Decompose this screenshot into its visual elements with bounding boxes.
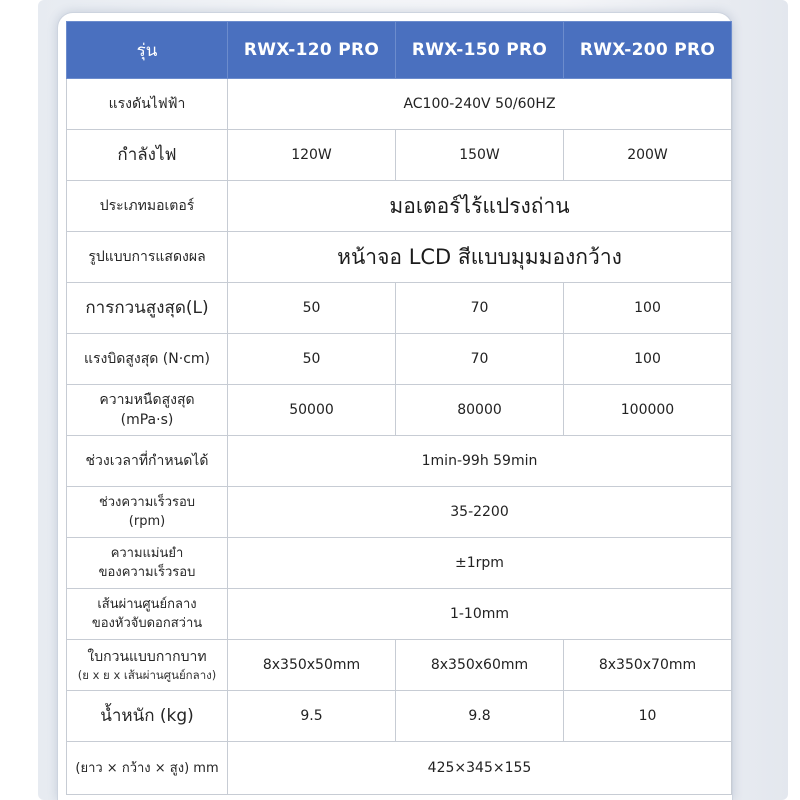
row-label-speed-accuracy-line2: ของความเร็วรอบ (98, 565, 196, 580)
table-row-speed-accuracy (67, 538, 732, 589)
power-value-rwx-120: 120W (228, 130, 396, 181)
table-row-chuck-diameter (67, 589, 732, 640)
row-label-speed-range-line1: ช่วงความเร็วรอบ (98, 495, 196, 510)
row-label-power: กำลังไฟ (67, 130, 228, 181)
table-row-voltage (67, 79, 732, 130)
row-label-timer: ช่วงเวลาที่กำหนดได้ (67, 436, 228, 487)
weight-rwx-120: 9.5 (228, 691, 396, 742)
table-row-dimensions (67, 742, 732, 795)
row-label-motor-type: ประเภทมอเตอร์ (67, 181, 228, 232)
table-row-weight (67, 691, 732, 742)
max-viscosity-rwx-120: 50000 (228, 385, 396, 436)
table-row-display (67, 232, 732, 283)
cross-paddle-rwx-150: 8x350x60mm (396, 640, 564, 691)
max-viscosity-rwx-150: 80000 (396, 385, 564, 436)
header-model-rwx-150: RWX-150 PRO (396, 22, 564, 79)
row-label-weight: น้ำหนัก (kg) (67, 691, 228, 742)
row-label-max-stirring: การกวนสูงสุด(L) (67, 283, 228, 334)
table-row-timer (67, 436, 732, 487)
row-label-speed-accuracy (67, 538, 228, 589)
display-value: หน้าจอ LCD สีแบบมุมมองกว้าง (228, 232, 732, 283)
header-model-rwx-120: RWX-120 PRO (228, 22, 396, 79)
weight-rwx-200: 10 (564, 691, 732, 742)
row-label-max-viscosity (67, 385, 228, 436)
voltage-value: AC100-240V 50/60HZ (228, 79, 732, 130)
row-label-dimensions: (ยาว × กว้าง × สูง) mm (67, 742, 228, 795)
max-torque-rwx-120: 50 (228, 334, 396, 385)
row-label-chuck-diameter-line2: ของหัวจับดอกสว่าน (91, 616, 203, 631)
header-row (67, 22, 732, 79)
table-row-speed-range (67, 487, 732, 538)
speed-accuracy-value: ±1rpm (228, 538, 732, 589)
power-value-rwx-200: 200W (564, 130, 732, 181)
row-label-cross-paddle-line2: (ย x ย x เส้นผ่านศูนย์กลาง) (77, 668, 217, 682)
max-torque-rwx-150: 70 (396, 334, 564, 385)
speed-range-value: 35-2200 (228, 487, 732, 538)
table-row-power (67, 130, 732, 181)
table-row-motor-type (67, 181, 732, 232)
dimensions-value: 425×345×155 (228, 742, 732, 795)
timer-value: 1min-99h 59min (228, 436, 732, 487)
row-label-chuck-diameter (67, 589, 228, 640)
row-label-display: รูปแบบการแสดงผล (67, 232, 228, 283)
row-label-voltage: แรงดันไฟฟ้า (67, 79, 228, 130)
max-viscosity-rwx-200: 100000 (564, 385, 732, 436)
header-model-rwx-200: RWX-200 PRO (564, 22, 732, 79)
row-label-chuck-diameter-line1: เส้นผ่านศูนย์กลาง (97, 597, 197, 612)
motor-type-value: มอเตอร์ไร้แปรงถ่าน (228, 181, 732, 232)
table-row-max-viscosity (67, 385, 732, 436)
max-stirring-rwx-150: 70 (396, 283, 564, 334)
row-label-max-viscosity-line1: ความหนืดสูงสุด (99, 392, 195, 408)
row-label-cross-paddle (67, 640, 228, 691)
table-row-max-stirring (67, 283, 732, 334)
cross-paddle-rwx-200: 8x350x70mm (564, 640, 732, 691)
chuck-diameter-value: 1-10mm (228, 589, 732, 640)
row-label-max-viscosity-line2: (mPa·s) (120, 412, 174, 428)
row-label-max-torque: แรงบิดสูงสุด (N·cm) (67, 334, 228, 385)
table-row-cross-paddle (67, 640, 732, 691)
header-model-label: รุ่น (67, 22, 228, 79)
cross-paddle-rwx-120: 8x350x50mm (228, 640, 396, 691)
table-row-max-torque (67, 334, 732, 385)
weight-rwx-150: 9.8 (396, 691, 564, 742)
row-label-speed-range (67, 487, 228, 538)
spec-table-body (67, 79, 732, 795)
spec-table-header (67, 22, 732, 79)
max-torque-rwx-200: 100 (564, 334, 732, 385)
row-label-speed-range-line2: (rpm) (128, 514, 166, 529)
max-stirring-rwx-200: 100 (564, 283, 732, 334)
max-stirring-rwx-120: 50 (228, 283, 396, 334)
power-value-rwx-150: 150W (396, 130, 564, 181)
row-label-cross-paddle-line1: ใบกวนแบบกากบาท (87, 649, 207, 665)
row-label-speed-accuracy-line1: ความแม่นยำ (110, 546, 184, 561)
spec-table (66, 21, 732, 795)
